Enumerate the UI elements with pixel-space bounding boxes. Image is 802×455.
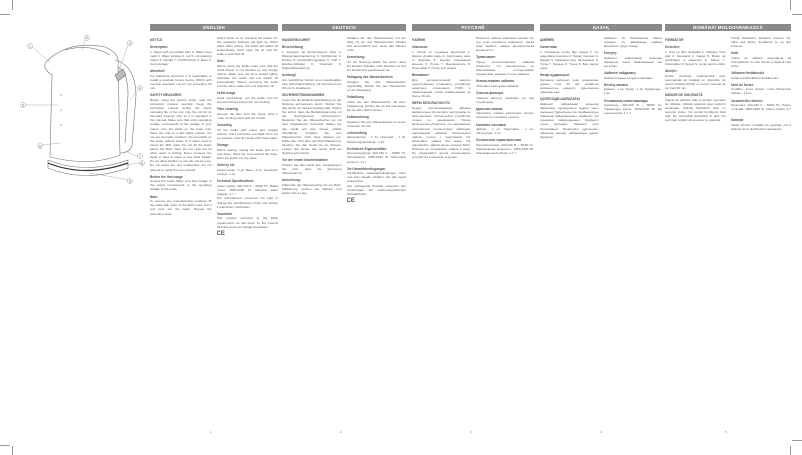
section-text: For additional protection it is reasonable to install a residual current device (RCD) with nominal operation current not exceeding 30 mA. [150, 73, 212, 91]
text-column [412, 35, 471, 427]
section-text: To remove any manufacturing residues, fill the kettle with water to the MAX mark, boil it and pour out the water. Repeat the procedure twice. [150, 199, 212, 216]
crop-mark [792, 14, 802, 15]
crop-mark [790, 446, 791, 455]
text-column [347, 35, 407, 427]
section-text: 1. Spout with removable filter 2. Water level mark 3. Water window 4. Lid 5. Lid opening button 6. Handle 7. On/Off button 8. Base 9. Cord storage [150, 49, 212, 67]
section-heading: ҚАУІПСІЗДІК ШАРАЛАРЫ [540, 97, 580, 102]
crop-mark [0, 14, 10, 15]
section-text: Ausführliche Garantiebedingungen kann man beim Dealer erhalten, der das Gerät verkauft hat. [346, 171, 406, 184]
page-number: 4 [600, 430, 602, 434]
section-text: 1. Алынатын сүзгісі бар шүмек 2. Су деңгейінің шкаласы 3. Қарау терезесі 4. Қақпақ 5. Қақпақты ашу батырмасы 6. Тұтқа 7. Қосқыш 8. Тұғыр 9. Бау сақтау орны [540, 49, 599, 71]
section-heading: Entkalkung [346, 94, 364, 99]
section-heading: Technical Specifications [216, 178, 254, 183]
section-heading: Технические характеристики [475, 138, 522, 143]
section-heading: Setul de livrare [730, 82, 754, 87]
crop-mark [0, 445, 10, 446]
section-heading: SICHERHEITSMAßNAHMEN [282, 93, 325, 98]
section-heading: Lieferumfang [346, 130, 367, 135]
section-heading: Notă: [730, 50, 739, 55]
section-heading: Note: [216, 59, 225, 64]
section-text: Fierbător - 1 buc. Suport - 1 buc. Manual de utilizare - 1 buc. [730, 87, 791, 96]
section-heading: Caracteristici tehnice [730, 98, 763, 103]
section-text: Шәйнекті пайдаланар алдында қақпақтың тығыз жабылғанына көз жеткізіңіз. [603, 55, 662, 68]
section-heading: ЧАЙНИК [412, 38, 426, 42]
section-text: Reinigen Sie den Wasserkocher regelmäßig. Ziehen Sie den Netzstecker vor der Reinigung. [346, 79, 406, 92]
text-column [665, 35, 726, 427]
section-heading: Ескерту: [603, 50, 618, 55]
section-text: Перед использованием чайника внимательно прочитайте инструкцию по эксплуатации. Используйте устройство только по назначению. Перед включением убедитесь, что напряжение электросети соответствует рабочему напряжению чайника. Используйте чайник только с подставкой. Не включайте чайник без воды. Не наполняйте чайник выше отметки MAX. Никогда не погружайте чайник в воду. Не разрешайте детям использовать устройство в качестве игрушки. [412, 106, 471, 160]
section-heading: Beschreibung [282, 45, 304, 50]
section-heading: Удаление накипи [475, 106, 503, 111]
language-section [282, 24, 406, 429]
text-column [540, 35, 599, 427]
section-text: This product conforms to the EMC requirements as laid down by the Council Directive and Low Voltage Regulation. [216, 216, 278, 229]
section-text: Перед использованием чайника убедитесь, что выключатель не заблокирован посторонними предметами, крышка плотно закрыта. [475, 59, 534, 76]
section-heading: FIERBĂTOR [665, 38, 684, 42]
section-heading: Garanţie [730, 118, 744, 123]
section-text: Снимите фильтр, промойте его под струей воды. [475, 95, 534, 104]
section-text: Избегайте перегрева чайника. [475, 83, 520, 88]
crop-mark [12, 0, 13, 10]
language-section [150, 24, 278, 429]
section-text: Înainte de utilizare asiguraţi-vă că întrerupătorul nu este blocat şi capacul este închis. [730, 55, 791, 68]
section-text: Lesen Sie die Bedienungsanleitung vor der Nutzung aufmerksam durch. Nutzen Sie das Gerät nur bestimmungsgemäß. Stellen Sie sicher, dass die Betriebsspannung mit der Netzspannung übereinstimmt. Benutzen Sie den Wasserkocher nur mit dem mitgelieferten Untersatz. Stellen Sie das Gerät auf eine ebene, stabile Oberfläche. Schalten Sie den Wasserkocher nicht ohne Wasser ein. Füllen Sie nicht über die MAX-Markierung. Tauchen Sie das Gerät nie ins Wasser. Lassen Sie Kinder das Gerät nicht als Spielzeug benutzen. [282, 97, 342, 156]
ce-mark: CE [346, 198, 355, 205]
kettle-diagram [20, 35, 145, 185]
language-header: РУССКИЙ [412, 24, 534, 31]
section-text: Шәйнекті (7) батырмасын басып қосыңыз. Су қайнағанда шәйнек автоматты түрде сөнеді. [603, 35, 662, 48]
crop-mark [792, 440, 802, 441]
callout-7: 7 [139, 154, 141, 159]
page-number: 3 [470, 430, 472, 434]
section-heading: Before the first usage [150, 174, 183, 179]
section-text: Remove the filter from the spout, rinse it under running water and put it back. [216, 111, 278, 120]
language-header: ROMÂNĂ/ MOLDOVENEASCĂ [665, 24, 791, 31]
language-section [540, 24, 662, 429]
section-heading: Die Garantiebedingungen [346, 166, 386, 171]
language-section [665, 24, 791, 429]
section-heading: Storage [216, 143, 229, 148]
text-column [217, 35, 279, 427]
section-text: Detalii privind condiţiile de garanţie pot fi obţinute de la distribuitorul aparatului. [730, 123, 791, 132]
section-text: Switch kettle on by pressing the button (7). The operation indicator will light up. When water starts boiling, the kettle will switch off automatically. Don't open the lid until the kettle is switched off. [216, 35, 278, 56]
section-text: Porniţi fierbătorul apăsând butonul (7). Când apa fierbe, fierbătorul se va opri automat. [730, 35, 791, 48]
section-heading: Reinigung des Wasserkochers [346, 74, 393, 79]
section-text: Als zusätzlicher Schutz ist es zweckmäßig, eine Schutzabschaltung mit Nennstrom bis 30 mA zu installieren. [282, 77, 342, 91]
section-heading: Aufbewahrung [346, 114, 369, 119]
language-header: ҚАЗАҚ [540, 24, 662, 31]
section-heading: Жеткізу жинағы [603, 82, 629, 87]
section-heading: Descaling [216, 123, 232, 128]
section-heading: Guarantee [216, 211, 233, 216]
section-text: 1. Носик со съемным фильтром 2. Шкала уровня воды 3. Смотровое окно 4. Крышка 5. Кнопка открывания крышки 6. Ручка 7. Выключатель 8. Подставка 9. Отсек для шнура [412, 49, 471, 71]
section-text: Înainte de utilizare citiţi cu atenţie manualul de utilizare. Utilizaţi aparatul doar conform destinaţiei. Utilizaţi fierbătorul doar cu suportul inclus. Nu porniţi fierbătorul fără apă. Nu scufundaţi fierbătorul în apă. Nu permiteţi copiilor să se joace cu aparatul. [665, 97, 726, 123]
language-header: DEUTSCH [282, 24, 406, 31]
section-heading: Delivery set [216, 163, 235, 167]
section-text: Vor der Nutzung stellen Sie sicher, dass der Ein/Aus-Schalter nicht blockiert ist und der Deckel fest geschlossen ist. [346, 59, 406, 72]
section-heading: Сипаттама [540, 45, 557, 50]
section-heading: Anmerkung: [282, 178, 301, 183]
section-text: Электропитание: 220-240 В ~ 50/60 Гц. Номинальная мощность: 1850-2200 Вт. Максимальный объем: 1,7 л [475, 143, 534, 156]
callout-1: 1 [29, 44, 31, 49]
language-header: ENGLISH [150, 24, 278, 31]
section-text: Unpack the kettle. Make sure that voltage of the mains corresponds to the operating voltage of the kettle. [150, 179, 212, 192]
section-heading: Vor der ersten Inbetriebnahme [282, 158, 328, 163]
section-text: Шәйнекті қызып кетуден сақтаңыз. [603, 75, 654, 80]
text-column [604, 35, 663, 427]
language-section [412, 24, 534, 429]
text-column [731, 35, 792, 427]
section-text: Power supply: 220-240 V ~ 50/60 Hz. Rated power: 1850-2200 W. Maximal water capacity: 1.7 l [216, 183, 278, 196]
callout-9: 9 [129, 179, 131, 184]
crop-mark [12, 446, 13, 455]
crop-mark [790, 0, 791, 10]
section-heading: Utilizarea fierbătorului [730, 70, 765, 75]
text-column [150, 35, 212, 427]
section-text: Bewahren Sie den Wasserkocher an einem trockenen Ort auf. [346, 119, 406, 128]
section-text: Alimentare: 220-240 V ~ 50/60 Hz. Putere nominală: 1850-2200 W. Volum maxim: 1,7 l [730, 103, 791, 116]
section-text: Before using the electric kettle, read the instruction manual carefully. Keep the instruction manual during the whole operating life of the unit. Use the unit for its intended purpose only as it is specified in this manual. Make sure that unit's operating voltage corresponds to the voltage of your mains. Use the kettle on the base only. Place the unit on a flat stable surface. Do not use the kettle outdoors. Do not switch on the kettle without water or if water level is below the MIN mark. Do not fill the kettle above the MAX mark. Do not open the lid when water is boiling. Never immerse the kettle or base in water or any other liquids. Do not allow children to use the unit as a toy. Do not leave the unit unattended. Do not attempt to repair the unit yourself. [150, 97, 212, 172]
section-text: Evitaţi supraîncălzirea fierbătorului. [730, 75, 779, 80]
section-heading: Achtung! [282, 73, 296, 78]
section-text: Включите чайник нажатием кнопки (7), при этом загорится индикатор. Когда вода закипит, чайник автоматически выключится. [475, 35, 534, 52]
section-heading: KETTLE [150, 38, 163, 42]
text-column [476, 35, 535, 427]
section-text: 1. Ausguss mit abnehmbarem Filter 2. Wasserstandmarkierung 3. Sichtfenster 4. Deckel 5. Deckelöffnungstaste 6. Griff 7. Ein/Aus-Schalter 8. Untersatz 9. Kabelaufbewahrung [282, 49, 342, 71]
section-text: Шәйнек - 1 дн. Тұғыр - 1 дн. Нұсқаулық - 1 дн. [603, 87, 662, 96]
section-heading: Шәйнекті пайдалану [603, 70, 637, 75]
section-text: Қосымша қорғаныс үшін номиналды жұмыс тогы 30 мА аспайтын қорғаныстық ажырату құрылғысын орнатқан жөн. [540, 77, 599, 95]
section-text: 1. Cioc cu filtru detaşabil 2. Indicator nivel apă 3. Fereastră 4. Capac 5. Buton de deschidere a capacului 6. Mâner 7. Întrerupător 8. Suport 9. Locaş pentru cablu [665, 49, 726, 67]
section-text: Füllen Sie den Wasserkocher bis zur MAX-Markierung, kochen Sie Wasser und gießen Sie es aus. [282, 182, 342, 196]
section-text: Fill the kettle with water and vinegar solution, boil it and leave overnight. Pour out the solution, rinse the kettle with clean water. [216, 127, 278, 140]
section-text: Before using the kettle make sure that the on/off button is not blocked by any foreign objects. Make sure the lid is closed tightly, otherwise the kettle will not switch off automatically. Before removing the kettle from the base make sure it is switched off. [216, 63, 278, 89]
ce-mark: CE [216, 230, 225, 237]
callout-3: 3 [129, 41, 131, 46]
section-heading: WASSERKOCHER [282, 38, 310, 42]
section-heading: Техникалық сипаттамалары [603, 98, 649, 103]
section-heading: Kettle usage [216, 91, 236, 96]
page-number: 5 [725, 430, 727, 434]
text-column [282, 35, 342, 427]
section-heading: Очистка фильтра [475, 90, 504, 95]
section-heading: МЕРЫ БЕЗОПАСНОСТИ [412, 101, 450, 106]
section-text: Avoid overheating. Let the kettle cool for several minutes before the next boiling. [216, 96, 278, 105]
section-heading: Note: [150, 194, 159, 199]
callout-2: 2 [86, 36, 88, 40]
section-heading: Назар аударыңыз! [540, 73, 570, 78]
section-text: Schalten Sie den Wasserkocher mit der Taste (7) ein. Der Wasserkocher schaltet sich automatisch aus, wenn das Wasser kocht. [346, 35, 406, 52]
section-text: Electric kettle - 1 pc. Base - 1 pc. Instruction manual - 1 pc. [216, 167, 278, 176]
callout-8: 8 [141, 161, 143, 166]
section-heading: Внимание! [412, 73, 429, 78]
page-number: 1 [210, 430, 212, 434]
section-text: The manufacturer preserves the right to change the specifications of the unit without a preliminary notification. [216, 196, 278, 209]
section-heading: Attention! [150, 69, 166, 74]
section-text: Wasserkocher - 1 St. Untersatz - 1 St. Bedienungsanleitung - 1 St. [346, 135, 406, 144]
section-heading: Описание [412, 45, 428, 50]
section-text: Қоректену: 220-240 В ~ 50/60 Гц. Номиналды қуаты: 1850-2200 Вт. Ең үлкен көлемі: 1,7 л [603, 103, 662, 116]
section-text: Pentru protecţie suplimentară este recomandat să instalaţi un dispozitiv de curent rezidual (RCD) cu curent nominal de cel mult 30 mA. [665, 73, 726, 91]
section-heading: Комплект поставки [475, 122, 506, 127]
callout-5: 5 [22, 103, 24, 108]
section-heading: Description [150, 45, 168, 50]
section-heading: Atenţie! [665, 69, 677, 74]
section-text: Шәйнекті пайдаланар алдында пайдалану нұсқаулығын мұқият оқып шығыңыз. Құрылғыны тек тағайындалуы бойынша пайдаланыңыз. Шәйнекті тек тұғырмен пайдаланыңыз. Шәйнекті сусыз қоспаңыз. Шәйнекті суға батырмаңыз. Балаларға құрылғыны ойыншық ретінде пайдалануға рұқсат бермеңіз. [540, 102, 599, 139]
section-heading: Filter cleaning [216, 107, 239, 112]
section-text: Füllen Sie den Wasserkocher mit einer Essiglösung, kochen Sie sie auf und lassen Sie sie über Nacht stehen. [346, 99, 406, 112]
section-text: Для дополнительной защиты целесообразно установить устройство защитного отключения (УЗО) с номинальным током срабатывания не более 30 мА. [412, 77, 471, 99]
section-text: Packen Sie das Gerät aus. Vergewissern Sie sich, dass die Spannung übereinstimmt. [282, 162, 342, 176]
section-heading: Descriere [665, 45, 680, 50]
section-text: Наполните чайник раствором уксуса, вскипятите и оставьте на ночь. [475, 111, 534, 120]
section-heading: ШӘЙНЕК [540, 38, 555, 42]
section-heading: Technische Eigenschaften [346, 146, 387, 151]
section-heading: SAFETY MEASURES [150, 93, 182, 98]
section-text: Before storing, unplug the kettle and let it cool down. Wind the cord around the base. Store the kettle in a dry place. [216, 147, 278, 160]
callout-6: 6 [39, 144, 41, 149]
section-text: Чайник - 1 шт. Подставка - 1 шт. Инструкция - 1 шт. [475, 127, 534, 136]
section-heading: Использование чайника [475, 79, 514, 84]
section-text: Stromversorgung: 220-240 V ~ 50/60 Hz. Nennleistung: 1850-2200 W. Maximales Volumen: 1,7 l [346, 151, 406, 164]
section-text: Das vorliegende Produkt entspricht den Forderungen der elektromagnetischen Verträglichkeit. [346, 184, 406, 197]
page-number: 2 [340, 430, 342, 434]
callout-4: 4 [139, 86, 141, 91]
section-heading: Примечание: [475, 54, 497, 59]
section-heading: Anmerkung: [346, 54, 366, 59]
section-heading: MĂSURI DE SIGURANŢĂ [665, 93, 703, 98]
